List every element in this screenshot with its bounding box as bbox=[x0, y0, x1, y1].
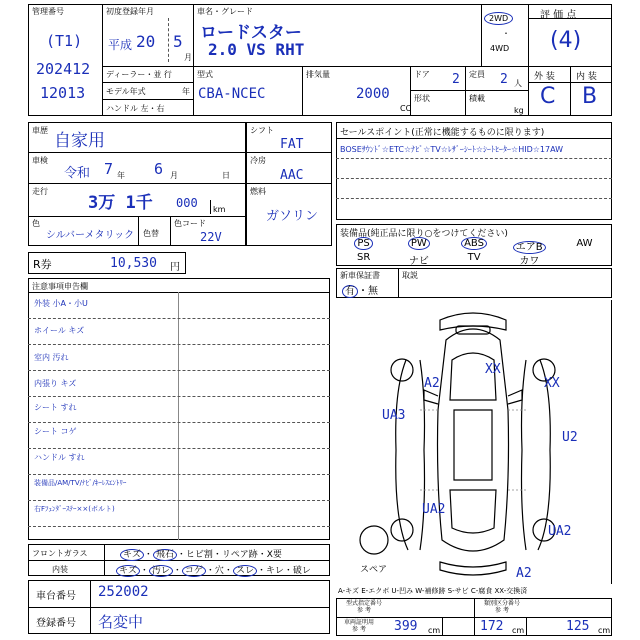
note-item: 装備品/AM/TV/ﾅﾋﾞ/ｷｰﾚｽｴﾝﾄﾘｰ bbox=[34, 479, 127, 487]
dims-len-label: 車両証明用 bbox=[344, 619, 375, 626]
shape-label: 形状 bbox=[414, 94, 430, 103]
damage-mark: UA2 bbox=[422, 502, 446, 517]
equip-leather: カワ bbox=[519, 256, 540, 267]
dealer-label: ディーラー・並 行 bbox=[106, 70, 172, 79]
usage-label: 車歴 bbox=[32, 126, 48, 135]
glass-hibi: ヒビ割 bbox=[185, 550, 213, 560]
score-ext: C bbox=[540, 84, 556, 109]
warranty-no: 無 bbox=[368, 286, 378, 297]
int-yogore: 汚レ bbox=[149, 565, 173, 577]
capacity-unit: 人 bbox=[514, 79, 522, 88]
mileage-rest: 000 bbox=[176, 196, 198, 210]
model-year-label: モデル年式 bbox=[106, 87, 146, 96]
ac-value: AAC bbox=[280, 168, 304, 183]
score-ext-label: 外 装 bbox=[534, 72, 555, 82]
inspection-month-unit: 月 bbox=[170, 171, 178, 180]
inspection-label: 車検 bbox=[32, 156, 48, 165]
warranty-label: 新車保証書 bbox=[340, 271, 380, 280]
note-divider bbox=[28, 396, 330, 397]
warranty-yes: 有 bbox=[342, 285, 358, 298]
note-divider bbox=[28, 344, 330, 345]
shift-label: シフト bbox=[250, 126, 274, 135]
fuel-value: ガソリン bbox=[266, 209, 319, 224]
color-code: 22V bbox=[200, 230, 222, 244]
equip-airbag: エアB bbox=[513, 241, 546, 254]
equip-label: 装備品(純正品に限り○をつけてください) bbox=[340, 229, 508, 239]
glass-kizu: キズ bbox=[120, 549, 144, 561]
equip-aw: AW bbox=[576, 238, 593, 249]
drive-4wd: 4WD bbox=[490, 44, 510, 53]
reg-month-unit: 月 bbox=[184, 53, 192, 62]
note-item: シート コゲ bbox=[34, 427, 77, 436]
shift-value: FAT bbox=[280, 137, 304, 152]
note-divider bbox=[28, 422, 330, 423]
dims-hgt-unit: cm bbox=[598, 626, 611, 635]
color-label: 色 bbox=[32, 219, 40, 228]
doors-value: 2 bbox=[452, 72, 460, 87]
ac-label: 冷房 bbox=[250, 156, 266, 165]
glass-tobiishi: 飛石 bbox=[153, 549, 177, 561]
mileage-value: 3万 1千 bbox=[88, 193, 153, 213]
spare-label: スペア bbox=[360, 565, 388, 575]
equip-ps: PS bbox=[354, 237, 372, 250]
damage-mark: UA2 bbox=[548, 524, 572, 539]
dims-height: 125 bbox=[566, 619, 590, 634]
reg-era: 平成 bbox=[108, 38, 133, 52]
mileage-label: 走行 bbox=[32, 187, 48, 196]
note-divider bbox=[28, 474, 330, 475]
note-divider bbox=[28, 318, 330, 319]
mgmt-label: 管理番号 bbox=[32, 7, 64, 16]
glass-x: X要 bbox=[266, 550, 282, 560]
reg-month: 5 bbox=[173, 32, 183, 51]
type-value: CBA-NCEC bbox=[198, 86, 266, 102]
recycle-label: R券 bbox=[33, 258, 52, 271]
doors-label: ドア bbox=[414, 70, 430, 79]
inspection-month: 6 bbox=[154, 160, 164, 178]
note-item: ハンドル すれ bbox=[34, 453, 85, 462]
int-koge: コゲ bbox=[182, 565, 206, 577]
equip-pw: PW bbox=[408, 237, 430, 250]
color-change: 色替 bbox=[143, 229, 159, 238]
notes-label: 注意事項申告欄 bbox=[32, 282, 88, 291]
damage-mark: XX bbox=[485, 362, 501, 377]
int-ana: 穴 bbox=[214, 566, 224, 576]
score-label: 評 価 点 bbox=[540, 10, 577, 21]
equip-sr: SR bbox=[356, 252, 371, 263]
note-divider bbox=[28, 448, 330, 449]
drive-2wd: 2WD bbox=[484, 12, 513, 25]
int-kizu: キズ bbox=[116, 565, 140, 577]
mgmt-lane: (T1) bbox=[46, 32, 83, 50]
chassis-value: 252002 bbox=[98, 584, 149, 600]
capacity-label: 定員 bbox=[469, 70, 485, 79]
recycle-frame bbox=[28, 252, 186, 274]
sales-text: BOSEｻｳﾝﾄﾞ☆ETC☆ﾅﾋﾞ☆TV☆ﾚｻﾞｰｼｰﾄ☆ｼｰﾄﾋｰﾀｰ☆HID☆17AW bbox=[340, 145, 564, 154]
dims-length: 399 bbox=[394, 619, 418, 634]
fuel-label: 燃料 bbox=[250, 187, 266, 196]
note-item: 外装 小A・小U bbox=[34, 299, 88, 308]
note-divider bbox=[28, 526, 330, 527]
interior-label: 内装 bbox=[52, 565, 68, 574]
disp-label: 排気量 bbox=[306, 70, 330, 79]
damage-mark: XX bbox=[544, 376, 560, 391]
equip-abs: ABS bbox=[461, 237, 487, 250]
damage-mark: U2 bbox=[562, 430, 578, 445]
capacity-value: 2 bbox=[500, 72, 508, 87]
chassis-label: 車台番号 bbox=[36, 591, 76, 602]
model-year-unit: 年 bbox=[182, 87, 190, 96]
inspection-day-unit: 日 bbox=[222, 171, 230, 180]
recycle-value: 10,530 bbox=[110, 256, 157, 271]
damage-legend: A-キズ E-エクボ U-凹み W-補修跡 S-サビ C-腐食 XX-交換済 bbox=[338, 587, 528, 595]
regno-value: 名変中 bbox=[98, 613, 144, 631]
damage-mark: A2 bbox=[424, 376, 440, 391]
dims-model-label: 型式指定番号 bbox=[346, 600, 383, 607]
dims-wid-unit: cm bbox=[512, 626, 525, 635]
inspection-year-unit: 年 bbox=[117, 171, 125, 180]
dims-class-label: 類別区分番号 bbox=[484, 600, 521, 607]
color-value: シルバーメタリック bbox=[46, 230, 135, 241]
car-name: ロードスター bbox=[200, 23, 302, 43]
score-int: B bbox=[582, 84, 598, 109]
inspection-era: 令和 bbox=[64, 166, 91, 181]
warranty-sep: ・ bbox=[358, 286, 368, 297]
note-divider bbox=[28, 500, 330, 501]
note-item: ホイール キズ bbox=[34, 326, 85, 335]
dims-ref-3: 参 考 bbox=[352, 626, 366, 633]
dims-width: 172 bbox=[480, 619, 504, 634]
mileage-unit: km bbox=[213, 205, 226, 214]
dims-ref: 参 考 bbox=[357, 607, 371, 614]
car-grade: 2.0 VS RHT bbox=[208, 40, 305, 59]
int-kire: キレ bbox=[265, 566, 284, 576]
disp-unit: CC bbox=[400, 104, 412, 113]
glass-label: フロントガラス bbox=[32, 549, 88, 558]
int-yabure: 破レ bbox=[292, 566, 311, 576]
score-value: (4) bbox=[550, 28, 582, 53]
sales-label: セールスポイント(正常に機能するものに限ります) bbox=[340, 128, 545, 138]
mgmt-id: 12013 bbox=[40, 84, 86, 102]
note-item: 右Fﾌｪﾝﾀﾞｰｽﾃｰ××(ボルト) bbox=[34, 505, 115, 513]
drive-sep: ・ bbox=[502, 29, 510, 38]
damage-mark: UA3 bbox=[382, 408, 406, 423]
load-unit: kg bbox=[514, 106, 524, 115]
dims-ref-2: 参 考 bbox=[495, 607, 509, 614]
equip-navi: ナビ bbox=[408, 256, 429, 267]
note-item: シート すれ bbox=[34, 403, 77, 412]
usage-value: 自家用 bbox=[54, 131, 105, 151]
reg-year: 20 bbox=[136, 32, 156, 51]
int-sure: スレ bbox=[233, 565, 257, 577]
glass-repair: リペア跡 bbox=[221, 550, 258, 560]
mgmt-date: 202412 bbox=[36, 60, 91, 78]
color-code-label: 色コード bbox=[174, 219, 206, 228]
manual-label: 取説 bbox=[402, 271, 418, 280]
score-int-label: 内 装 bbox=[576, 72, 597, 82]
dims-len-unit: cm bbox=[428, 626, 441, 635]
equip-tv: TV bbox=[467, 252, 481, 263]
handle-label: ハンドル 左・右 bbox=[106, 104, 165, 113]
note-divider bbox=[28, 370, 330, 371]
reg-label: 初度登録年月 bbox=[106, 7, 154, 16]
disp-value: 2000 bbox=[356, 86, 390, 102]
inspection-year: 7 bbox=[104, 160, 114, 178]
car-label: 車名・グレード bbox=[197, 7, 253, 16]
load-label: 積載 bbox=[469, 94, 485, 103]
recycle-unit: 円 bbox=[170, 262, 180, 273]
note-item: 内張り キズ bbox=[34, 379, 77, 388]
regno-label: 登録番号 bbox=[36, 618, 76, 629]
type-label: 型式 bbox=[197, 70, 213, 79]
damage-mark: A2 bbox=[516, 566, 532, 581]
note-item: 室内 汚れ bbox=[34, 353, 69, 362]
